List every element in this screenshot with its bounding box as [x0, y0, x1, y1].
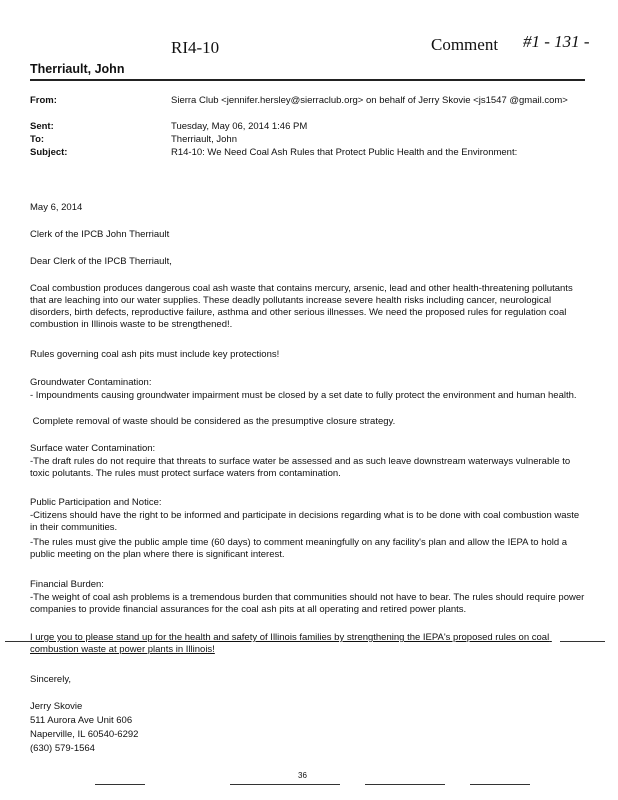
margin-mark [5, 641, 30, 642]
intro-paragraph: Coal combustion produces dangerous coal ash waste that contains mercury, arsenic, lead and other health-threatening pollutants that are leaching into our water supplies. These deadly pollutants increase severe health risks including cancer, neurological disorders, birth defects, reproductive failure, asthma and other serious illnesses. We need the proposed rules for regulation coal combustion in Illinois waste to be strengthened!. [30, 283, 576, 330]
letter-salutation: Dear Clerk of the IPCB Therriault, [30, 256, 172, 267]
header-divider [30, 79, 585, 81]
surface-point-1: -The draft rules do not require that threats to surface water be assessed and as such leave downstream waterways vulnerable to toxic polutants. The rules must protect surface waters from contamination. [30, 456, 573, 479]
scan-artifact [230, 784, 340, 785]
financial-point-1: -The weight of coal ash problems is a tremendous burden that communities should not have to bear. The rules should require power companies to provide financial assurances for the coal ash pits at all operating and retired power plants. [30, 592, 587, 615]
urge-paragraph: I urge you to please stand up for the health and safety of Illinois families by strengthening the IEPA's proposed rules on coal combustion waste at power plants in Illinois! [30, 632, 552, 655]
letter-recipient: Clerk of the IPCB John Therriault [30, 229, 170, 240]
margin-mark [560, 641, 605, 642]
closing: Sincerely, [30, 674, 72, 685]
scan-artifact [470, 784, 530, 785]
signature-name: Jerry Skovie [30, 701, 83, 712]
public-point-2: -The rules must give the public ample time (60 days) to comment meaningfully on any facility's plan and allow the IEPA to hold a public meeting on the plan where there is significant interest. [30, 537, 570, 560]
public-point-1: -Citizens should have the right to be informed and participate in decisions regarding what is to be done with coal combustion waste in their communities. [30, 510, 582, 533]
public-heading: Public Participation and Notice: [30, 497, 162, 508]
from-value: Sierra Club <jennifer.hersley@sierraclub.org> on behalf of Jerry Skovie <js1547 @gmail.com> [171, 95, 568, 106]
groundwater-point-1: - Impoundments causing groundwater impairment must be closed by a set date to fully protect the environment and human health. [30, 390, 577, 401]
to-label: To: [30, 134, 45, 145]
signature-phone: (630) 579-1564 [30, 743, 95, 754]
mailbox-owner-name: Therriault, John [30, 62, 125, 76]
scan-artifact [365, 784, 445, 785]
to-value: Therriault, John [171, 134, 238, 145]
sent-value: Tuesday, May 06, 2014 1:46 PM [171, 121, 308, 132]
docket-stamp: RI4-10 [171, 38, 220, 57]
comment-stamp-label: Comment [431, 35, 499, 54]
groundwater-heading: Groundwater Contamination: [30, 377, 152, 388]
groundwater-point-2: Complete removal of waste should be considered as the presumptive closure strategy. [30, 416, 396, 427]
subject-label: Subject: [30, 147, 68, 158]
sent-label: Sent: [30, 121, 54, 132]
surface-heading: Surface water Contamination: [30, 443, 156, 454]
signature-address-line-1: 511 Aurora Ave Unit 606 [30, 715, 133, 726]
scan-artifact [95, 784, 145, 785]
letter-date: May 6, 2014 [30, 202, 83, 213]
comment-number: #1 - 131 - [523, 32, 590, 51]
subject-value: R14-10: We Need Coal Ash Rules that Protect Public Health and the Environment: [171, 147, 518, 158]
rules-line: Rules governing coal ash pits must include key protections! [30, 349, 280, 360]
signature-address-line-2: Naperville, IL 60540-6292 [30, 729, 139, 740]
page-number: 36 [298, 771, 307, 780]
financial-heading: Financial Burden: [30, 579, 104, 590]
from-label: From: [30, 95, 57, 106]
